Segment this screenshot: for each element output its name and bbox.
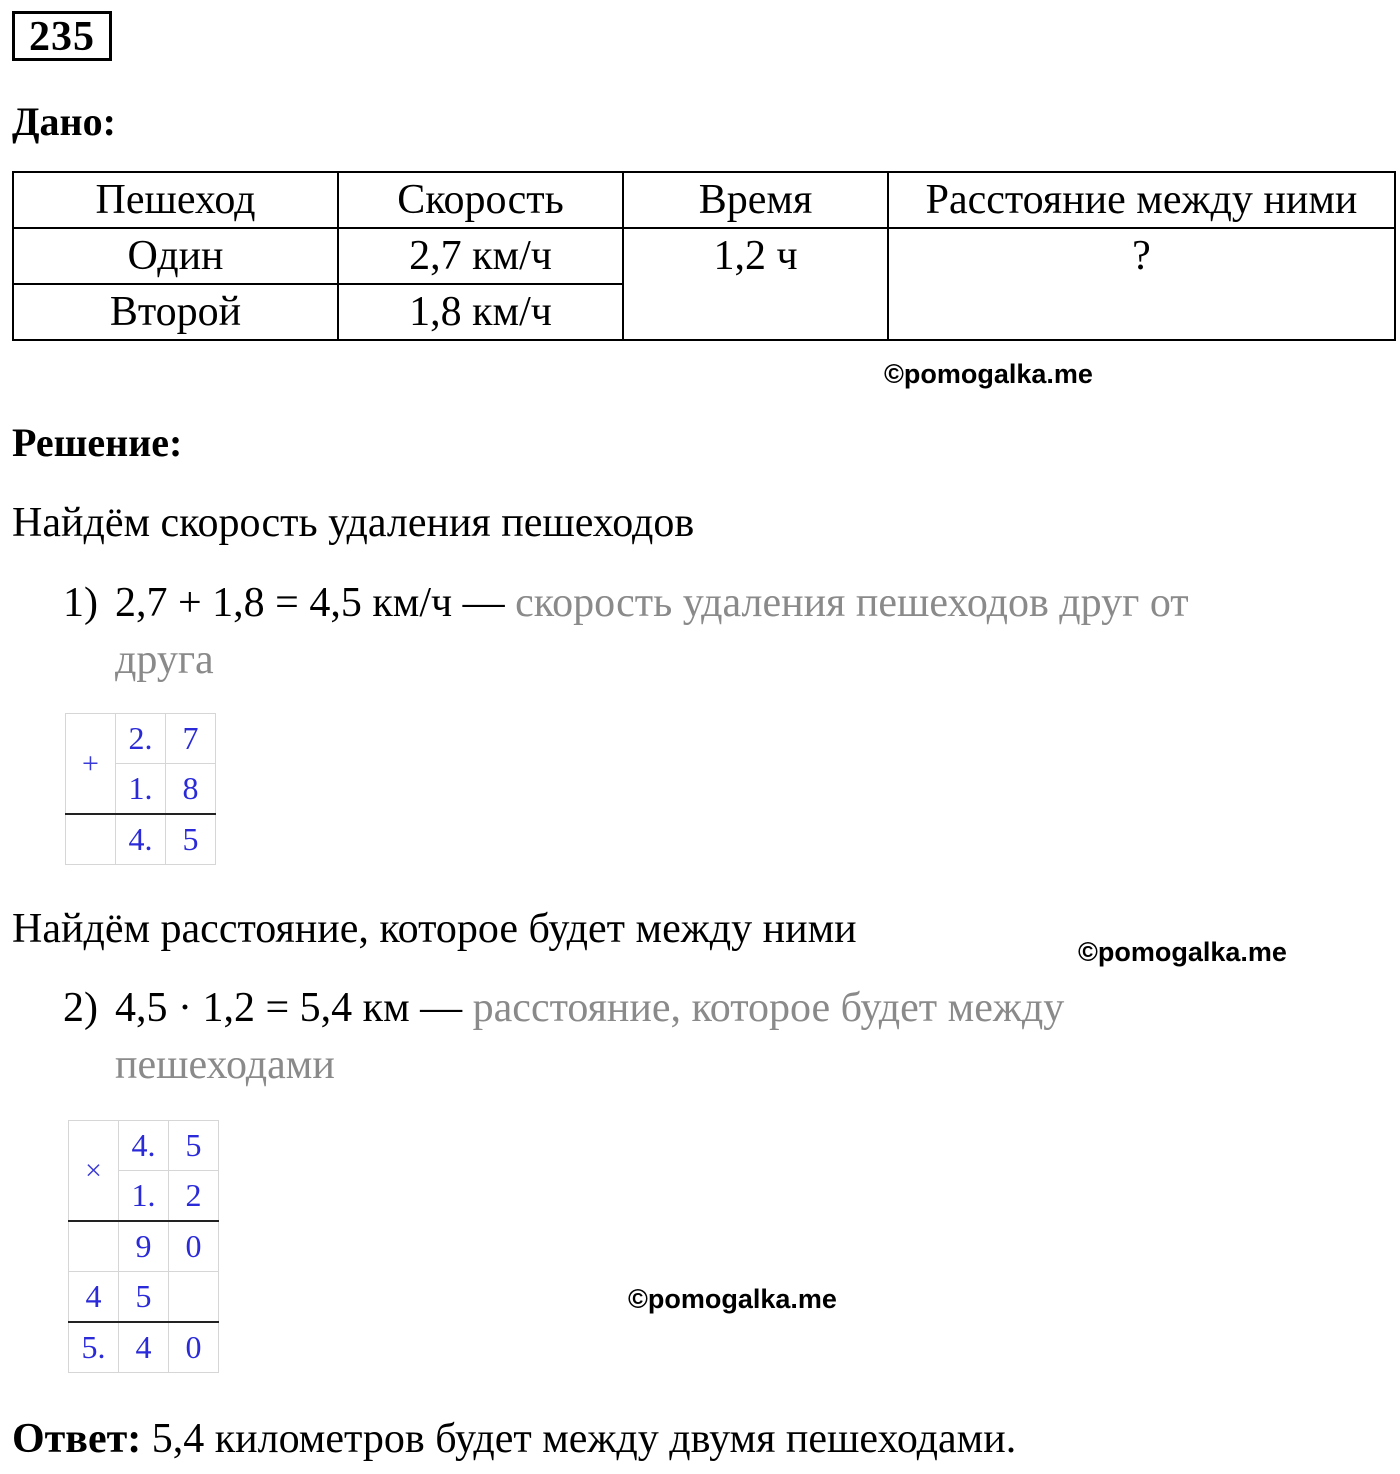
watermark-2: ©pomogalka.me bbox=[1078, 937, 1287, 967]
plus-sign: + bbox=[66, 714, 116, 815]
grid-row bbox=[69, 1272, 219, 1323]
multiplication-grid bbox=[68, 1120, 219, 1373]
distance-value: ? bbox=[888, 228, 1395, 340]
header-distance: Расстояние между ними bbox=[888, 172, 1395, 228]
step2-line bbox=[115, 980, 1355, 1036]
grid-cell: 5. bbox=[69, 1322, 119, 1373]
step1-description: скорость удаления пешеходов друг от bbox=[504, 580, 1189, 626]
speed-one: 2,7 км/ч bbox=[338, 228, 623, 284]
speed-two: 1,8 км/ч bbox=[338, 284, 623, 340]
grid-cell: 8 bbox=[166, 764, 216, 815]
grid-row bbox=[69, 1121, 219, 1171]
grid-cell: 5 bbox=[169, 1121, 219, 1171]
watermark-3: ©pomogalka.me bbox=[628, 1284, 837, 1314]
step2-description: расстояние, которое будет между bbox=[462, 985, 1065, 1031]
grid-cell: 4. bbox=[116, 814, 166, 865]
pedestrian-one: Один bbox=[13, 228, 338, 284]
step2-formula: 4,5 · 1,2 = 5,4 км — bbox=[115, 985, 463, 1031]
step2-intro: Найдём расстояние, которое будет между ними bbox=[12, 906, 857, 952]
step2-description-cont: пешеходами bbox=[115, 1042, 335, 1088]
grid-row bbox=[69, 1322, 219, 1373]
grid-cell: 4. bbox=[119, 1121, 169, 1171]
answer-label: Ответ: bbox=[12, 1416, 142, 1462]
grid-row bbox=[66, 714, 216, 764]
step1-number: 1) bbox=[63, 580, 98, 626]
grid-cell: 5 bbox=[166, 814, 216, 865]
step1-description-cont: друга bbox=[115, 637, 214, 683]
grid-cell: 7 bbox=[166, 714, 216, 764]
grid-row bbox=[66, 814, 216, 865]
pedestrian-two: Второй bbox=[13, 284, 338, 340]
grid-cell: 2 bbox=[169, 1171, 219, 1222]
grid-cell: 4 bbox=[119, 1322, 169, 1373]
grid-cell: 1. bbox=[119, 1171, 169, 1222]
step1-line bbox=[115, 575, 1355, 631]
header-time: Время bbox=[623, 172, 888, 228]
grid-cell: 5 bbox=[119, 1272, 169, 1323]
grid-cell bbox=[66, 814, 116, 865]
given-heading: Дано: bbox=[12, 99, 116, 144]
addition-grid bbox=[65, 713, 216, 865]
grid-cell: 9 bbox=[119, 1221, 169, 1272]
task-number: 235 bbox=[12, 11, 112, 61]
answer-text: 5,4 километров будет между двумя пешеходами. bbox=[141, 1416, 1017, 1462]
time-value: 1,2 ч bbox=[623, 228, 888, 340]
step2-number: 2) bbox=[63, 985, 98, 1031]
given-table bbox=[12, 171, 1396, 341]
header-pedestrian: Пешеход bbox=[13, 172, 338, 228]
times-sign: × bbox=[69, 1121, 119, 1222]
grid-row bbox=[69, 1221, 219, 1272]
watermark-1: ©pomogalka.me bbox=[884, 359, 1093, 389]
grid-cell: 0 bbox=[169, 1322, 219, 1373]
grid-cell bbox=[69, 1221, 119, 1272]
grid-cell bbox=[169, 1272, 219, 1323]
step1-formula: 2,7 + 1,8 = 4,5 км/ч — bbox=[115, 580, 505, 626]
grid-cell: 4 bbox=[69, 1272, 119, 1323]
answer-line bbox=[12, 1411, 1016, 1467]
given-table-header-row bbox=[13, 172, 1395, 228]
grid-cell: 0 bbox=[169, 1221, 219, 1272]
solution-heading: Решение: bbox=[12, 420, 183, 465]
step1-intro: Найдём скорость удаления пешеходов bbox=[12, 500, 695, 546]
grid-cell: 2. bbox=[116, 714, 166, 764]
given-table-row bbox=[13, 228, 1395, 284]
header-speed: Скорость bbox=[338, 172, 623, 228]
grid-cell: 1. bbox=[116, 764, 166, 815]
